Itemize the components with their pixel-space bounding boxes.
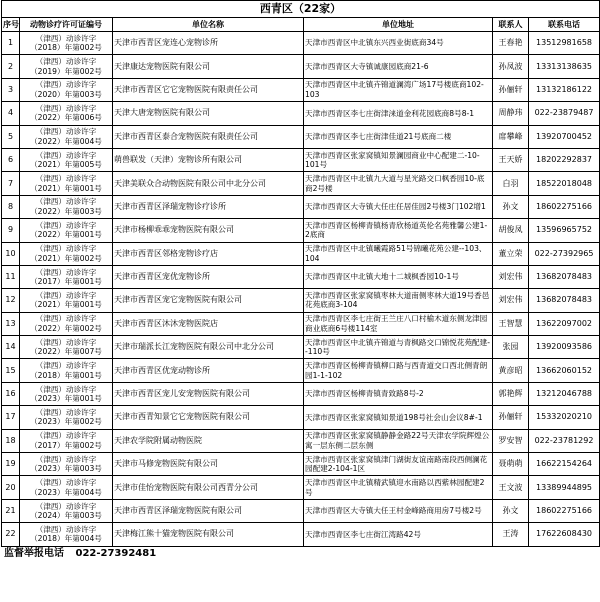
row-number: 15 [2, 359, 20, 382]
row-number: 7 [2, 172, 20, 195]
row-number: 16 [2, 382, 20, 405]
report-hotline-label: 监督举报电话 [4, 547, 64, 559]
unit-name: 天津市西青区泽瑞宠物医院有限公司 [113, 499, 304, 522]
contact-phone: 13212046788 [529, 382, 600, 405]
license-number: （津西）动诊许字（2022）年第007号 [20, 336, 113, 359]
row-number: 2 [2, 55, 20, 78]
contact-phone: 13313138635 [529, 55, 600, 78]
license-number: （津西）动诊许字（2018）年第004号 [20, 523, 113, 546]
unit-address: 天津市西青区李七庄街江湾路42号 [304, 523, 493, 546]
license-number: （津西）动诊许字（2021）年第001号 [20, 289, 113, 312]
table-row [2, 78, 600, 101]
license-number: （津西）动诊许字（2018）年第002号 [20, 32, 113, 55]
report-hotline-phone: 022-27392481 [75, 547, 157, 559]
unit-name: 天津美联众合动物医院有限公司中北分公司 [113, 172, 304, 195]
unit-name: 天津大唐宠物医院有限公司 [113, 102, 304, 125]
license-number: （津西）动诊许字（2022）年第001号 [20, 219, 113, 242]
row-number: 5 [2, 125, 20, 148]
row-number: 6 [2, 148, 20, 171]
row-number: 14 [2, 336, 20, 359]
header-unit: 单位名称 [113, 18, 304, 32]
unit-name: 天津市西青知景它它宠物医院有限公司 [113, 406, 304, 429]
contact-phone: 13512981658 [529, 32, 600, 55]
unit-address: 天津市西青区张家窝镇知景道198号社会山会议8#-1 [304, 406, 493, 429]
unit-address: 天津市西青区中北镇九大道与星光路交口枫香园10-底商2号楼 [304, 172, 493, 195]
license-number: （津西）动诊许字（2022）年第004号 [20, 125, 113, 148]
unit-name: 天津市西青区它它宠物医院有限责任公司 [113, 78, 304, 101]
row-number: 18 [2, 429, 20, 452]
unit-address: 天津市西青区中北镇曦霞路51号锦曦花苑公建--103、104 [304, 242, 493, 265]
contact-phone: 18602275166 [529, 195, 600, 218]
license-number: （津西）动诊许字（2022）年第006号 [20, 102, 113, 125]
contact-person: 孙俪轩 [493, 78, 529, 101]
contact-person: 董立荣 [493, 242, 529, 265]
contact-person: 白羽 [493, 172, 529, 195]
row-number: 1 [2, 32, 20, 55]
unit-address: 天津市西青区张家窝镇枣林大道南侧枣林大道19号香邑花苑底商3-104 [304, 289, 493, 312]
contact-person: 张园 [493, 336, 529, 359]
contact-phone: 13596965752 [529, 219, 600, 242]
contact-person: 刘宏伟 [493, 265, 529, 288]
row-number: 22 [2, 523, 20, 546]
table-row [2, 102, 600, 125]
contact-phone: 13132186122 [529, 78, 600, 101]
contact-person: 胡俊凤 [493, 219, 529, 242]
license-number: （津西）动诊许字（2022）年第003号 [20, 195, 113, 218]
row-number: 17 [2, 406, 20, 429]
row-number: 3 [2, 78, 20, 101]
license-number: （津西）动诊许字（2021）年第002号 [20, 242, 113, 265]
unit-address: 天津市西青区张家窝镇津门湖街友谊南路南段西侧澜花园配建2-104-1区 [304, 453, 493, 476]
license-number: （津西）动诊许字（2021）年第001号 [20, 172, 113, 195]
contact-person: 孙俪轩 [493, 406, 529, 429]
contact-phone: 13682078483 [529, 265, 600, 288]
unit-address: 天津市西青区大寺镇诚康园底商21-6 [304, 55, 493, 78]
row-number: 11 [2, 265, 20, 288]
unit-address: 天津市西青区大寺镇大任庄任居佳园2号楼3门102增1 [304, 195, 493, 218]
clinic-table [1, 0, 600, 547]
contact-phone: 18202292837 [529, 148, 600, 171]
contact-person: 席攀峰 [493, 125, 529, 148]
unit-name: 天津市西青区宠儿安宠物医院有限公司 [113, 382, 304, 405]
row-number: 21 [2, 499, 20, 522]
table-row [2, 125, 600, 148]
license-number: （津西）动诊许字（2021）年第005号 [20, 148, 113, 171]
contact-phone: 13920093586 [529, 336, 600, 359]
unit-name: 萌兽联发（天津）宠物诊所有限公司 [113, 148, 304, 171]
contact-person: 黄彦昭 [493, 359, 529, 382]
license-number: （津西）动诊许字（2017）年第002号 [20, 429, 113, 452]
report-hotline [1, 547, 599, 561]
unit-address: 天津市西青区中北镇大地十二城枫香园10-1号 [304, 265, 493, 288]
unit-address: 天津市西青区杨柳青镇青致路8号-2 [304, 382, 493, 405]
unit-name: 天津农学院附属动物医院 [113, 429, 304, 452]
unit-name: 天津康达宠物医院有限公司 [113, 55, 304, 78]
unit-name: 天津市西青区邻格宠物诊疗店 [113, 242, 304, 265]
contact-person: 罗安智 [493, 429, 529, 452]
table-row [2, 219, 600, 242]
license-number: （津西）动诊许字（2017）年第001号 [20, 265, 113, 288]
table-row [2, 523, 600, 546]
unit-name: 天津市杨柳乖乖宠物医院有限公司 [113, 219, 304, 242]
table-body [2, 32, 600, 547]
table-row [2, 406, 600, 429]
unit-name: 天津市西青区宠优宠物诊所 [113, 265, 304, 288]
table-row [2, 312, 600, 335]
row-number: 4 [2, 102, 20, 125]
header-phone: 联系电话 [529, 18, 600, 32]
table-row [2, 195, 600, 218]
unit-address: 天津市西青区李七庄街津佳道21号底商二楼 [304, 125, 493, 148]
license-number: （津西）动诊许字（2018）年第001号 [20, 359, 113, 382]
table-row [2, 148, 600, 171]
unit-address: 天津市西青区中北镇卉锦道与青枫路交口锦悦花苑配建--110号 [304, 336, 493, 359]
table-row [2, 172, 600, 195]
header-address: 单位地址 [304, 18, 493, 32]
license-number: （津西）动诊许字（2020）年第003号 [20, 78, 113, 101]
contact-phone: 17622608430 [529, 523, 600, 546]
table-row [2, 499, 600, 522]
unit-name: 天津市西青区宠连心宠物诊所 [113, 32, 304, 55]
license-number: （津西）动诊许字（2023）年第001号 [20, 382, 113, 405]
contact-person: 孙文 [493, 195, 529, 218]
contact-person: 孙文 [493, 499, 529, 522]
unit-address: 天津市西青区中北镇卉锦道澜湾广场17号楼底商102-103 [304, 78, 493, 101]
license-number: （津西）动诊许字（2019）年第002号 [20, 55, 113, 78]
unit-name: 天津市西青区泽瑞宠物诊疗诊所 [113, 195, 304, 218]
table-row [2, 359, 600, 382]
unit-name: 天津梅江熊十猫宠物医院有限公司 [113, 523, 304, 546]
contact-phone: 15332020210 [529, 406, 600, 429]
unit-address: 天津市西青区杨柳青镇杨青欣杨道英伦名苑雅馨公建1-2底商 [304, 219, 493, 242]
contact-phone: 13622097002 [529, 312, 600, 335]
unit-name: 天津市西青区优宠动物诊所 [113, 359, 304, 382]
contact-phone: 13682078483 [529, 289, 600, 312]
table-row [2, 242, 600, 265]
table-row [2, 55, 600, 78]
table-row [2, 32, 600, 55]
contact-person: 郭艳辉 [493, 382, 529, 405]
contact-phone: 13662060152 [529, 359, 600, 382]
table-row [2, 382, 600, 405]
header-no: 序号 [2, 18, 20, 32]
contact-person: 王天娇 [493, 148, 529, 171]
table-title: 西青区（22家） [2, 1, 600, 18]
contact-phone: 13920700452 [529, 125, 600, 148]
license-number: （津西）动诊许字（2023）年第004号 [20, 476, 113, 499]
contact-person: 聂萌萌 [493, 453, 529, 476]
table-row [2, 289, 600, 312]
unit-address: 天津市西青区张家窝镇知景澜园商业中心配建二-10-101号 [304, 148, 493, 171]
contact-phone: 022-27392965 [529, 242, 600, 265]
unit-name: 天津市西青区泰合宠物医院有限责任公司 [113, 125, 304, 148]
contact-person: 王涛 [493, 523, 529, 546]
contact-person: 王春艳 [493, 32, 529, 55]
unit-name: 天津市马修宠物医院有限公司 [113, 453, 304, 476]
unit-address: 天津市西青区李七庄街王兰庄八口村榆木道东侧龙津园商业底商6号楼114室 [304, 312, 493, 335]
row-number: 12 [2, 289, 20, 312]
unit-address: 天津市西青区中北镇精武镇迎水南路以西紫林园配建2号 [304, 476, 493, 499]
header-contact: 联系人 [493, 18, 529, 32]
row-number: 9 [2, 219, 20, 242]
header-row [2, 18, 600, 32]
unit-name: 天津市西青区沐沐宠物医院店 [113, 312, 304, 335]
row-number: 19 [2, 453, 20, 476]
row-number: 8 [2, 195, 20, 218]
header-license: 动物诊疗许可证编号 [20, 18, 113, 32]
unit-name: 天津市西青区宠它宠物医院有限公司 [113, 289, 304, 312]
contact-phone: 18522018048 [529, 172, 600, 195]
contact-phone: 022-23879487 [529, 102, 600, 125]
contact-person: 刘宏伟 [493, 289, 529, 312]
row-number: 13 [2, 312, 20, 335]
unit-name: 天津市佳怡宠物医院有限公司西青分公司 [113, 476, 304, 499]
unit-address: 天津市西青区杨柳青镇柳口路与西青道交口西北侧青朗园1-1-102 [304, 359, 493, 382]
contact-phone: 18602275166 [529, 499, 600, 522]
contact-phone: 022-23781292 [529, 429, 600, 452]
contact-person: 周静玮 [493, 102, 529, 125]
table-row [2, 429, 600, 452]
table-row [2, 453, 600, 476]
unit-address: 天津市西青区大寺镇大任王村金峰路商用房7号楼2号 [304, 499, 493, 522]
license-number: （津西）动诊许字（2023）年第003号 [20, 453, 113, 476]
contact-person: 王文波 [493, 476, 529, 499]
table-row [2, 265, 600, 288]
table-row [2, 336, 600, 359]
license-number: （津西）动诊许字（2023）年第002号 [20, 406, 113, 429]
contact-phone: 13389944895 [529, 476, 600, 499]
unit-address: 天津市西青区李七庄街津涞道金利花园底商8号8-1 [304, 102, 493, 125]
unit-address: 天津市西青区张家窝镇静静金路22号天津农学院辉煌公寓一层东侧二层东侧 [304, 429, 493, 452]
contact-phone: 16622154264 [529, 453, 600, 476]
row-number: 10 [2, 242, 20, 265]
contact-person: 王智慧 [493, 312, 529, 335]
table-row [2, 476, 600, 499]
unit-address: 天津市西青区中北镇东兴西业街底商34号 [304, 32, 493, 55]
row-number: 20 [2, 476, 20, 499]
unit-name: 天津市瑞派长江宠物医院有限公司中北分公司 [113, 336, 304, 359]
contact-person: 孙凤波 [493, 55, 529, 78]
license-number: （津西）动诊许字（2024）年第003号 [20, 499, 113, 522]
license-number: （津西）动诊许字（2022）年第002号 [20, 312, 113, 335]
